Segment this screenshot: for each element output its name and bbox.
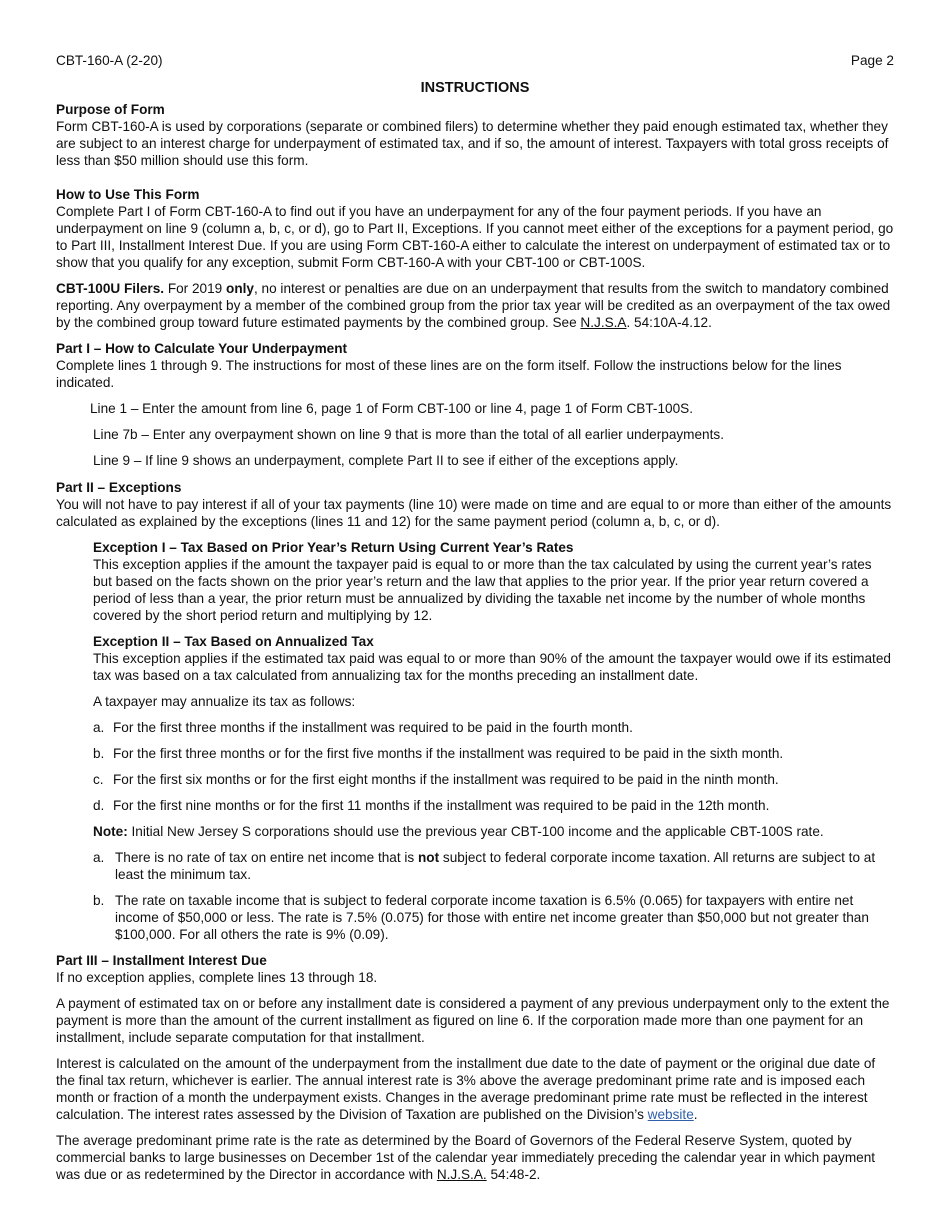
- part1-line-7b: Line 7b – Enter any overpayment shown on line 9 that is more than the total of all earlier underpayments.: [93, 427, 724, 442]
- cbt100u-text-2: , no interest or penalties are due on an underpayment that results from the switch to mandatory combined reporting. Any overpayment by a member of the combined group from the prior tax year will be credited as an overpayment of the tax owed by the combined group toward future estimated payments by the combined group. See: [56, 281, 891, 330]
- exception-2-body: This exception applies if the estimated tax paid was equal to or more than 90% of the amount the taxpayer would owe if its estimated tax was based on a tax calculated from annualizing tax for the months preceding an installment date.: [93, 651, 891, 683]
- note-paragraph: [56, 823, 894, 840]
- page-number: Page 2: [850, 53, 894, 68]
- annualize-item-text: For the first three months or for the first five months if the installment was required to be paid in the sixth month.: [113, 746, 784, 761]
- division-website-link[interactable]: website: [647, 1107, 694, 1122]
- annualize-item: [56, 719, 894, 736]
- part3-p2-end: .: [693, 1107, 698, 1122]
- note-item-letter: a.: [93, 850, 105, 865]
- note-item-text: The rate on taxable income that is subject to federal corporate income taxation is 6.5% (0.065) for taxpayers with entire net income of $50,000 or less. The rate is 7.5% (0.075) for those with entire net income greater than $50,000 but not greater than $100,000. For all others the rate is 9% (0.09).: [115, 893, 869, 942]
- annualize-item: [56, 771, 894, 788]
- part3-paragraph-1: A payment of estimated tax on or before any installment date is considered a payment of any previous underpayment only to the extent the payment is more than the amount of the current installment as figured on line 6. If the corporation made more than one payment for an installment, include separate computation for that installment.: [56, 996, 890, 1045]
- annualize-item: [56, 745, 894, 762]
- note-item-a: [56, 849, 894, 883]
- part3-heading: Part III – Installment Interest Due: [56, 953, 267, 968]
- part3-intro: If no exception applies, complete lines 13 through 18.: [56, 970, 378, 985]
- part3-p2-text: Interest is calculated on the amount of the underpayment from the installment due date to the date of payment or the original due date of the final tax return, whichever is earlier. The annual interest rate is 3% above the average predominant prime rate and is imposed each month or fraction of a month the underpayment exists. Changes in the average predominant prime rate must be reflected in the interest calculation. The interest rates assessed by the Division of Taxation are published on the Division’s: [56, 1056, 876, 1122]
- instructions-page: [56, 52, 894, 1192]
- annualize-item-text: For the first three months if the installment was required to be paid in the fourth month.: [113, 720, 633, 735]
- exception-2: [56, 633, 894, 710]
- cbt100u-lead: CBT-100U Filers.: [56, 281, 165, 296]
- annualize-item-letter: b.: [93, 746, 105, 761]
- annualize-item-text: For the first nine months or for the first 11 months if the installment was required to be paid in the 12th month.: [113, 798, 770, 813]
- annualize-item-text: For the first six months or for the first eight months if the installment was required to be paid in the ninth month.: [113, 772, 779, 787]
- note-item-b: [56, 892, 894, 943]
- part1-line-1: Line 1 – Enter the amount from line 6, page 1 of Form CBT-100 or line 4, page 1 of Form CBT-100S.: [90, 401, 693, 416]
- part1-section: [56, 340, 894, 469]
- part3-paragraph-3: [56, 1132, 894, 1183]
- note-label: Note:: [93, 824, 128, 839]
- exception-2-heading: Exception II – Tax Based on Annualized Tax: [93, 634, 374, 649]
- part3-p3-statute: N.J.S.A.: [436, 1167, 487, 1182]
- annualize-intro: A taxpayer may annualize its tax as follows:: [93, 694, 356, 709]
- cbt100u-paragraph: [56, 280, 894, 331]
- note-a-bold: not: [418, 850, 440, 865]
- note-a-text-1: There is no rate of tax on entire net income that is: [115, 850, 418, 865]
- cbt100u-bold: only: [226, 281, 254, 296]
- form-id: CBT-160-A (2-20): [56, 53, 163, 68]
- how-to-body: Complete Part I of Form CBT-160-A to find out if you have an underpayment for any of the four payment periods. If you have an underpayment on line 9 (column a, b, c, or d), go to Part II, Exceptions. If you cannot meet either of the exceptions for a payment period, go to Part III, Installment Interest Due. If you are using Form CBT-160-A either to calculate the interest on underpayment of estimated tax or to show that you qualify for any exception, submit Form CBT-160-A with your CBT-100 or CBT-100S.: [56, 204, 894, 270]
- purpose-section: [56, 101, 894, 169]
- note-item-text: [115, 849, 894, 883]
- cbt100u-text-1: For 2019: [164, 281, 227, 296]
- purpose-body: Form CBT-160-A is used by corporations (separate or combined filers) to determine whether they paid enough estimated tax, whether they are subject to an interest charge for underpayment of estimated tax, and if so, the amount of interest. Taxpayers with total gross receipts of less than $50 million should use this form.: [56, 119, 889, 168]
- cbt100u-text-3: . 54:10A-4.12.: [626, 315, 712, 330]
- part3-section: [56, 952, 894, 1183]
- part2-heading: Part II – Exceptions: [56, 480, 182, 495]
- part3-p3-text: The average predominant prime rate is the rate as determined by the Board of Governors of the Federal Reserve System, quoted by commercial banks to large businesses on December 1st of the calendar year immediately preceding the calendar year in which payment was due or as redetermined by the Director in accordance with: [56, 1133, 876, 1182]
- cbt100u-statute: N.J.S.A: [580, 315, 627, 330]
- part1-body: Complete lines 1 through 9. The instructions for most of these lines are on the form itself. Follow the instructions below for the lines indicated.: [56, 358, 842, 390]
- annualize-item-letter: c.: [93, 772, 104, 787]
- part2-section: [56, 479, 894, 943]
- part1-line-9: Line 9 – If line 9 shows an underpayment, complete Part II to see if either of the exceptions apply.: [93, 453, 679, 468]
- annualize-item: [56, 797, 894, 814]
- note-item-letter: b.: [93, 893, 105, 908]
- exception-1-heading: Exception I – Tax Based on Prior Year’s Return Using Current Year’s Rates: [93, 540, 574, 555]
- part1-heading: Part I – How to Calculate Your Underpayment: [56, 341, 348, 356]
- page-title: INSTRUCTIONS: [420, 80, 530, 96]
- part3-p3-end: 54:48-2.: [486, 1167, 541, 1182]
- part3-paragraph-2: [56, 1055, 894, 1123]
- how-to-heading: How to Use This Form: [56, 187, 200, 202]
- exception-1: [56, 539, 894, 624]
- note-a-text-2: subject to federal corporate income taxation. All returns are subject to at least the minimum tax.: [115, 850, 876, 882]
- part2-body: You will not have to pay interest if all of your tax payments (line 10) were made on time and are equal to or more than either of the amounts calculated as explained by the exceptions (lines 11 and 12) for the same payment period (column a, b, c, or d).: [56, 497, 892, 529]
- purpose-heading: Purpose of Form: [56, 102, 165, 117]
- page-header: [56, 52, 894, 69]
- annualize-item-letter: a.: [93, 720, 105, 735]
- how-to-section: [56, 186, 894, 271]
- annualize-item-letter: d.: [93, 798, 105, 813]
- note-text: Initial New Jersey S corporations should use the previous year CBT-100 income and the applicable CBT-100S rate.: [127, 824, 824, 839]
- exception-1-body: This exception applies if the amount the taxpayer paid is equal to or more than the tax calculated by using the current year’s rates but based on the facts shown on the prior year’s return and the law that applies to the prior year. If the prior year return covered a period of less than a year, the prior return must be annualized by dividing the taxable net income by the number of whole months covered by the short period return and multiplying by 12.: [93, 557, 872, 623]
